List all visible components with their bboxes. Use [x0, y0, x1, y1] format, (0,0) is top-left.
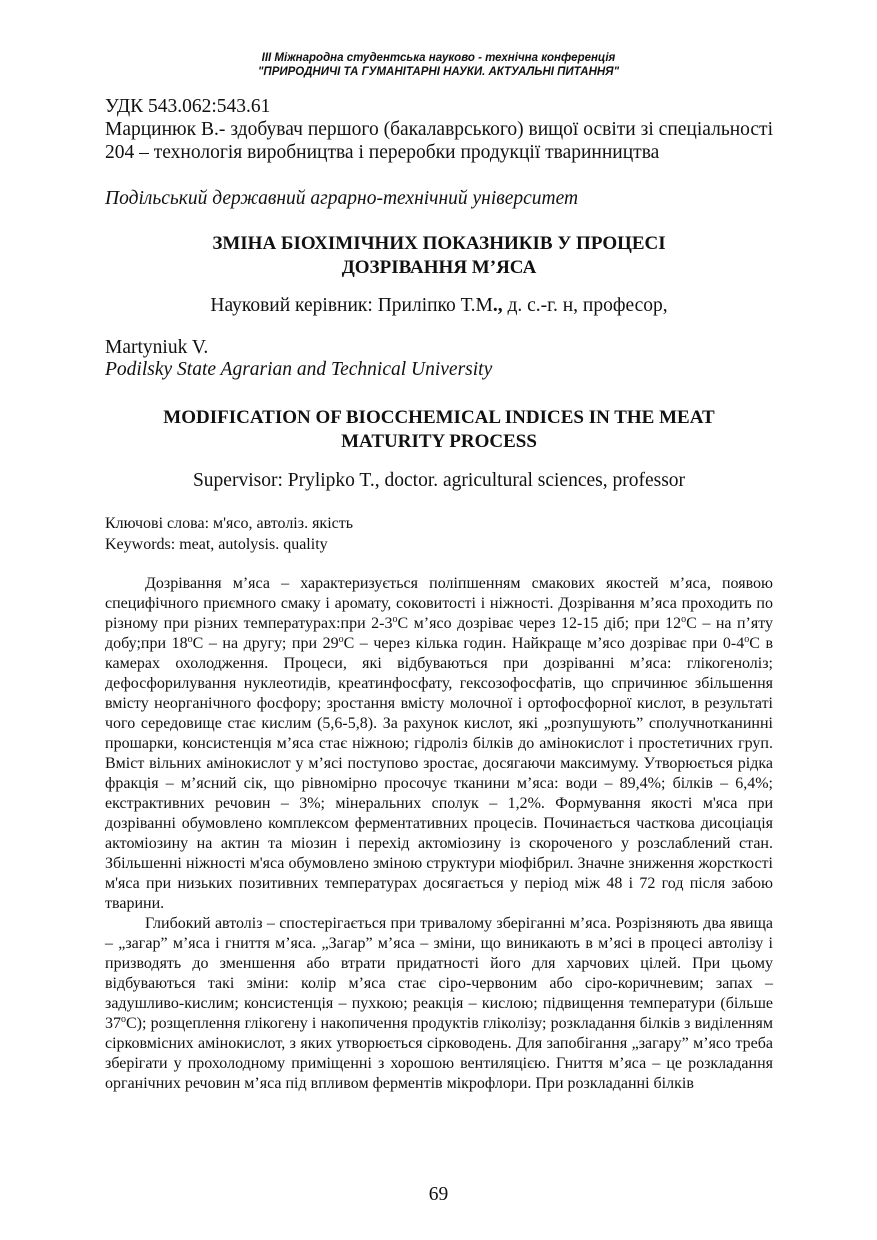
- title-en-line2: MATURITY PROCESS: [341, 431, 537, 452]
- degree-mark: o: [744, 634, 750, 645]
- paragraph-ripening: [105, 574, 773, 914]
- supervisor-en: Supervisor: Prylipko T., doctor. agricultural sciences, professor: [192, 470, 686, 491]
- supervisor-ua-name: Науковий керівник: Приліпко Т.М: [210, 295, 493, 316]
- page-number: 69: [428, 1184, 449, 1205]
- udk-code: УДК 543.062:543.61: [105, 96, 271, 117]
- degree-mark: o: [187, 634, 193, 645]
- title-en: [105, 406, 773, 454]
- title-ua: [105, 232, 773, 280]
- degree-mark: o: [392, 614, 398, 625]
- university-ua: Подільський державний аграрно-технічний університет: [105, 188, 579, 209]
- text-run: Глибокий автоліз – спостерігається при тривалому зберіганні м’яса. Розрізняють два явища – „загар” м’яса і гниття м’яса. „Загар” м’яса – зміни, що виникають в м’ясі в процесі автолізу і призводять до зменшення або втрати придатності його для харчових цілей. При цьому відбуваються такі зміни: колір м’яса стає сіро-червоним або сіро-коричневим; запах – задушливо-кислим; консистенція – пухкою; реакція – кислою; підвищення температури (більше 37: [105, 915, 773, 1032]
- text-run: С м’ясо дозріває через 12-15 діб; при 12: [397, 615, 682, 632]
- degree-mark: o: [121, 1014, 126, 1025]
- authors-ua: Марцинюк В.- здобувач першого (бакалаврського) вищої освіти зі спеціальності 204 – технологія виробництва і переробки продукції тваринництва: [105, 119, 773, 163]
- degree-mark: o: [681, 614, 687, 625]
- author-en: Martyniuk V.: [105, 337, 209, 358]
- supervisor-ua-degree: д. с.-г. н, професор,: [502, 295, 668, 316]
- title-en-line1: MODIFICATION OF BIOCCHEMICAL INDICES IN THE MEAT: [163, 407, 715, 428]
- keywords-en: Keywords: meat, autolysis. quality: [105, 536, 328, 553]
- text-run: С – на п’яту добу;при 18: [105, 615, 774, 652]
- conference-header-line2: "ПРИРОДНИЧІ ТА ГУМАНІТАРНІ НАУКИ. АКТУАЛЬНІ ПИТАННЯ": [257, 66, 620, 78]
- university-en: Podilsky State Agrarian and Technical University: [105, 359, 493, 380]
- paragraph-autolysis: [105, 914, 773, 1094]
- body-text: [105, 574, 773, 1094]
- title-ua-line2: ДОЗРІВАННЯ М’ЯСА: [341, 257, 537, 278]
- text-run: С); розщеплення глікогену і накопичення продуктів гліколізу; розкладання білків з виділенням сірковмісних амінокислот, з яких утворюється сірководень. Для запобігання „загару” м’ясо треба зберігати у прохолодному приміщенні з хорошою вентиляцією. Гниття м’яса – це розкладання органічних речовин м’яса під впливом ферментів мікрофлори. При розкладанні білків: [105, 1015, 773, 1092]
- text-run: С – на другу; при 29: [192, 635, 339, 652]
- conference-header: [0, 51, 877, 79]
- text-run: С – через кілька годин. Найкраще м’ясо дозріває при 0-4: [343, 635, 745, 652]
- conference-header-line1: III Міжнародна студентська науково - технічна конференція: [261, 52, 616, 64]
- supervisor-ua: [105, 295, 773, 317]
- keywords-ua: Ключові слова: м'ясо, автоліз. якість: [105, 515, 354, 532]
- title-ua-line1: ЗМІНА БІОХІМІЧНИХ ПОКАЗНИКІВ У ПРОЦЕСІ: [212, 233, 666, 254]
- degree-mark: o: [338, 634, 344, 645]
- supervisor-ua-dot: .,: [492, 295, 503, 316]
- text-run: Дозрівання м’яса – характеризується поліпшенням смакових якостей м’яса, появою специфічного приємного смаку і аромату, соковитості і ніжності. Дозрівання м’яса проходить по різному при різних температурах:при 2-3: [105, 575, 773, 632]
- text-run: С в камерах охолодження. Процеси, які відбуваються при дозріванні м’яса: глікогеноліз; дефосфорилування нуклеотидів, креатинфосфату, гексозофосфатів, що спричинює збільшення вмісту неорганічного фосфору; зростання вмісту молочної і ортофосфорної кислот, в результаті чого середовище стає кислим (5,6-5,8). За рахунок кислот, які „розпушують” сполучнотканинні прошарки, консистенція м’яса стає ніжною; гідроліз білків до амінокислот і простетичних груп. Вміст вільних амінокислот у м’ясі поступово зростає, досягаючи максимуму. Утворюється рідка фракція – м’ясний сік, що рівномірно просочує тканини м’яса: води – 89,4%; білків – 6,4%; екстрактивних речовин – 3%; мінеральних сполук – 1,2%. Формування якості м'яса при дозріванні обумовлено комплексом ферментативних процесів. Починається часткова дисоціація актоміозину на актин та міозин і перехід актоміозину із скороченого у розслаблений стан. Збільшенні ніжності м'яса обумовлено зміною структури міофібрил. Значне зниження жорсткості м'яса при низьких позитивних температурах досягається у період між 48 і 72 год після забою тварини.: [105, 635, 774, 912]
